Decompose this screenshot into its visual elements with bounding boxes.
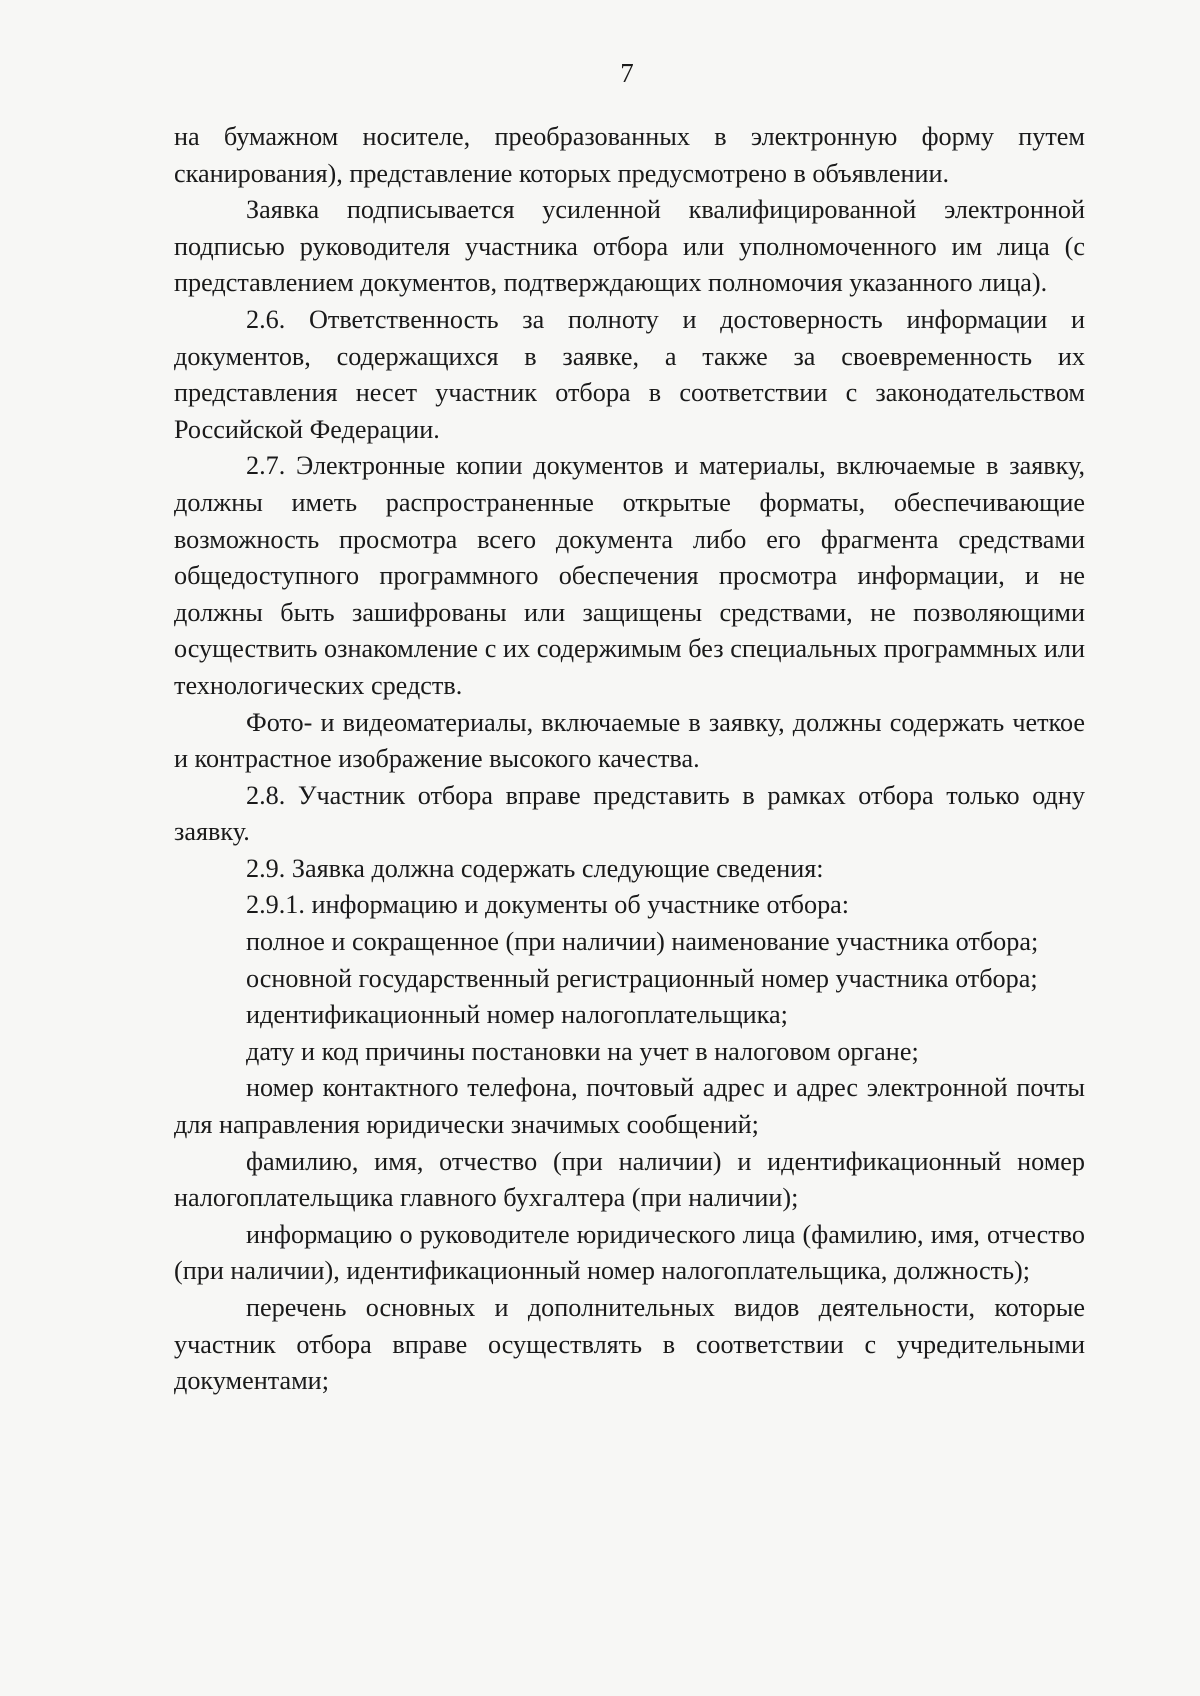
paragraph: Фото- и видеоматериалы, включаемые в заявку, должны содержать четкое и контрастное изображение высокого качества.: [174, 707, 1085, 774]
paragraph: идентификационный номер налогоплательщика;: [246, 1000, 788, 1030]
paragraph: информацию о руководителе юридического лица (фамилию, имя, отчество (при наличии), идентификационный номер налогоплательщика, должность);: [174, 1219, 1085, 1286]
paragraph: номер контактного телефона, почтовый адрес и адрес электронной почты для направления юридически значимых сообщений;: [174, 1073, 1085, 1140]
paragraph: 2.8. Участник отбора вправе представить в рамках отбора только одну заявку.: [174, 780, 1085, 847]
paragraph: 2.7. Электронные копии документов и материалы, включаемые в заявку, должны иметь распространенные открытые форматы, обеспечивающие возможность просмотра всего документа либо его фрагмента средствами общедоступного программного обеспечения просмотра информации, и не должны быть зашифрованы или защищены средствами, не позволяющими осуществить ознакомление с их содержимым без специальных программных или технологических средств.: [174, 451, 1085, 700]
paragraph: 2.9. Заявка должна содержать следующие сведения:: [246, 853, 824, 883]
paragraph: 2.9.1. информацию и документы об участнике отбора:: [246, 890, 850, 920]
paragraph: основной государственный регистрационный номер участника отбора;: [246, 963, 1038, 993]
paragraph: дату и код причины постановки на учет в налоговом органе;: [246, 1036, 919, 1066]
paragraph: перечень основных и дополнительных видов деятельности, которые участник отбора вправе осуществлять в соответствии с учредительными документами;: [174, 1293, 1085, 1396]
paragraph: Заявка подписывается усиленной квалифицированной электронной подписью руководителя участника отбора или уполномоченного им лица (с представлением документов, подтверждающих полномочия указанного лица).: [174, 195, 1085, 298]
paragraph: полное и сокращенное (при наличии) наименование участника отбора;: [246, 927, 1039, 957]
paragraph: фамилию, имя, отчество (при наличии) и идентификационный номер налогоплательщика главного бухгалтера (при наличии);: [174, 1146, 1085, 1213]
page-number: 7: [620, 58, 634, 88]
document-body: [174, 119, 1085, 1400]
paragraph: на бумажном носителе, преобразованных в электронную форму путем сканирования), представление которых предусмотрено в объявлении.: [174, 122, 1085, 188]
paragraph: 2.6. Ответственность за полноту и достоверность информации и документов, содержащихся в заявке, а также за своевременность их представления несет участник отбора в соответствии с законодательством Российской Федерации.: [174, 304, 1085, 444]
